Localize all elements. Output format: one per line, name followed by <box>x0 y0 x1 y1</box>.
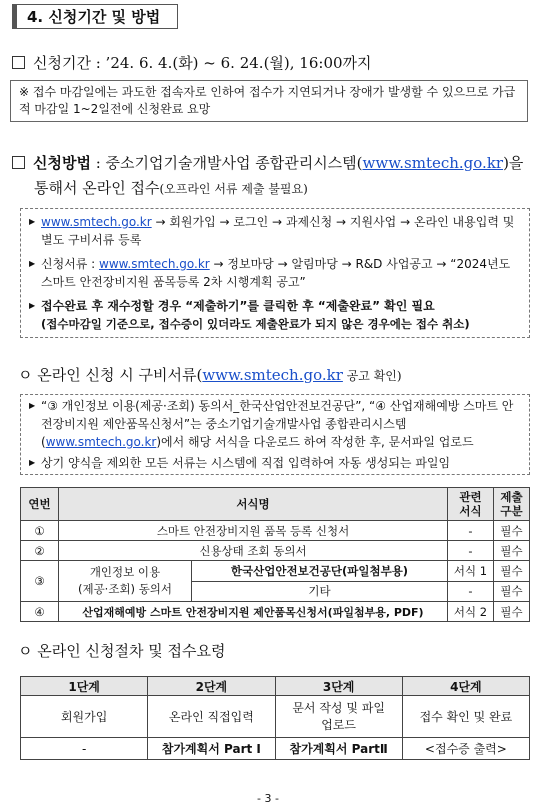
col-header: 제출 구분 <box>494 488 530 521</box>
notice-text: ※ 접수 마감일에는 과도한 접속자로 인하여 접수가 지연되거나 장애가 발생할 수 있으므로 가급적 마감일 1~2일전에 신청완료 요망 <box>19 85 516 116</box>
form-name: 기타 <box>308 584 331 599</box>
step-cell: 참가계획서 Part I <box>148 738 275 760</box>
method-line2 <box>34 177 308 198</box>
table-row <box>21 561 530 582</box>
form-name: 신용상태 조회 동의서 <box>59 541 448 561</box>
procedure-table <box>20 676 530 760</box>
submit-type: 필수 <box>494 561 530 582</box>
smtech-link[interactable]: www.smtech.go.kr <box>41 215 152 229</box>
table-row <box>21 738 530 760</box>
docs-note-text-end: )에서 해당 서식을 다운로드 하여 작성한 후, 문서파일 업로드 <box>156 435 474 449</box>
step-cell: 회원가입 <box>21 696 148 738</box>
page-number: - 3 - <box>257 792 279 805</box>
submit-type: 필수 <box>494 521 530 541</box>
table-row <box>21 521 530 541</box>
table-header-row <box>21 677 530 696</box>
docs-note-text: 상기 양식을 제외한 모든 서류는 시스템에 직접 입력하여 자동 생성되는 파일임 <box>41 456 451 470</box>
submit-warning: 접수완료 후 재수정할 경우 “제출하기”를 클릭한 후 “제출완료” 확인 필요 <box>41 299 435 313</box>
section-title: 4. 신청기간 및 방법 <box>12 4 178 29</box>
list-item <box>23 297 521 333</box>
row-number: ③ <box>21 561 59 602</box>
col-header: 서식명 <box>59 488 448 521</box>
list-item <box>23 397 521 451</box>
docs-notes-box <box>20 394 530 475</box>
procedure-heading: ㅇ 온라인 신청절차 및 접수요령 <box>18 642 226 660</box>
submit-type: 필수 <box>494 541 530 561</box>
docs-table <box>20 487 530 622</box>
form-name: 산업재해예방 스마트 안전장비지원 제안품목신청서(파일첨부용, PDF) <box>59 602 448 622</box>
steps-text: → 회원가입 → 로그인 → 과제신청 → 지원사업 → 온라인 내용입력 및 별도 구비서류 등록 <box>41 215 515 247</box>
list-item <box>23 454 521 472</box>
form-ref: - <box>448 521 494 541</box>
col-header: 연번 <box>21 488 59 521</box>
period-label: 신청기간 <box>33 54 91 72</box>
triangle-bullet-icon: ▶ <box>29 401 36 410</box>
step-header: 2단계 <box>148 677 275 696</box>
submit-warning-detail: (접수마감일 기준으로, 접수증이 있더라도 제출완료가 되지 않은 경우에는 접수 취소) <box>41 317 470 331</box>
triangle-bullet-icon: ▶ <box>29 301 36 310</box>
period-text: : ’24. 6. 4.(화) ~ 6. 24.(월), 16:00까지 <box>90 54 372 72</box>
form-name: 한국산업안전보건공단(파일첨부용) <box>192 561 447 582</box>
triangle-bullet-icon: ▶ <box>29 458 36 467</box>
smtech-link[interactable]: www.smtech.go.kr <box>99 257 210 271</box>
step-cell: 문서 작성 및 파일 업로드 <box>275 696 402 738</box>
step-header: 1단계 <box>21 677 148 696</box>
form-ref: - <box>448 541 494 561</box>
row-number: ② <box>21 541 59 561</box>
method-line <box>12 152 532 173</box>
method-text: : 중소기업기술개발사업 종합관리시스템( <box>90 154 363 172</box>
merged-form-cell <box>59 561 448 602</box>
form-ref: - <box>448 581 494 602</box>
docs-heading-text: ㅇ 온라인 신청 시 구비서류( <box>18 366 203 384</box>
step-cell: 참가계획서 PartⅡ <box>275 738 402 760</box>
checkbox-square-icon <box>12 56 25 69</box>
triangle-bullet-icon: ▶ <box>29 217 36 226</box>
step-cell: 접수 확인 및 완료 <box>402 696 529 738</box>
method-offline-note: (오프라인 서류 제출 불필요) <box>159 182 308 196</box>
step-cell: 온라인 직접입력 <box>148 696 275 738</box>
docs-heading <box>18 364 402 385</box>
docs-path: → 정보마당 → 알림마당 → R&D 사업공고 → “2024년도 스마트 안전장비지원 품목등록 2차 시행계획 공고” <box>41 257 511 289</box>
method-text-end: )을 <box>503 154 524 172</box>
docs-note-text: “③ 개인정보 이용(제공·조회) 동의서_한국산업안전보건공단”, “④ 산업재해예방 스마트 안전장비지원 제안품목신청서”는 중소기업기술개발사업 종합관리시스템( <box>41 399 514 449</box>
col-header: 관련 서식 <box>448 488 494 521</box>
step-header: 4단계 <box>402 677 529 696</box>
submit-type: 필수 <box>494 602 530 622</box>
table-row <box>21 602 530 622</box>
smtech-link[interactable]: www.smtech.go.kr <box>362 154 504 172</box>
docs-heading-tail: 공고 확인) <box>342 369 402 383</box>
list-item <box>23 213 521 249</box>
form-name: 스마트 안전장비지원 품목 등록 신청서 <box>59 521 448 541</box>
notice-box <box>10 80 528 122</box>
checkbox-square-icon <box>12 156 25 169</box>
list-item <box>23 255 521 291</box>
method-label: 신청방법 <box>33 154 91 172</box>
triangle-bullet-icon: ▶ <box>29 259 36 268</box>
smtech-link[interactable]: www.smtech.go.kr <box>45 435 157 449</box>
steps-box <box>20 208 530 338</box>
form-ref: 서식 2 <box>448 602 494 622</box>
table-header-row <box>21 488 530 521</box>
step-header: 3단계 <box>275 677 402 696</box>
step-cell: <접수증 출력> <box>402 738 529 760</box>
smtech-link[interactable]: www.smtech.go.kr <box>202 366 343 384</box>
table-row <box>21 541 530 561</box>
row-number: ④ <box>21 602 59 622</box>
form-group-name: 개인정보 이용 (제공·조회) 동의서 <box>59 561 192 601</box>
row-number: ① <box>21 521 59 541</box>
method-online: 통해서 온라인 접수 <box>34 179 160 197</box>
table-row <box>21 696 530 738</box>
form-ref: 서식 1 <box>448 561 494 582</box>
step-cell: - <box>21 738 148 760</box>
docs-label: 신청서류 : <box>41 257 100 271</box>
submit-type: 필수 <box>494 581 530 602</box>
period-line <box>12 52 372 73</box>
